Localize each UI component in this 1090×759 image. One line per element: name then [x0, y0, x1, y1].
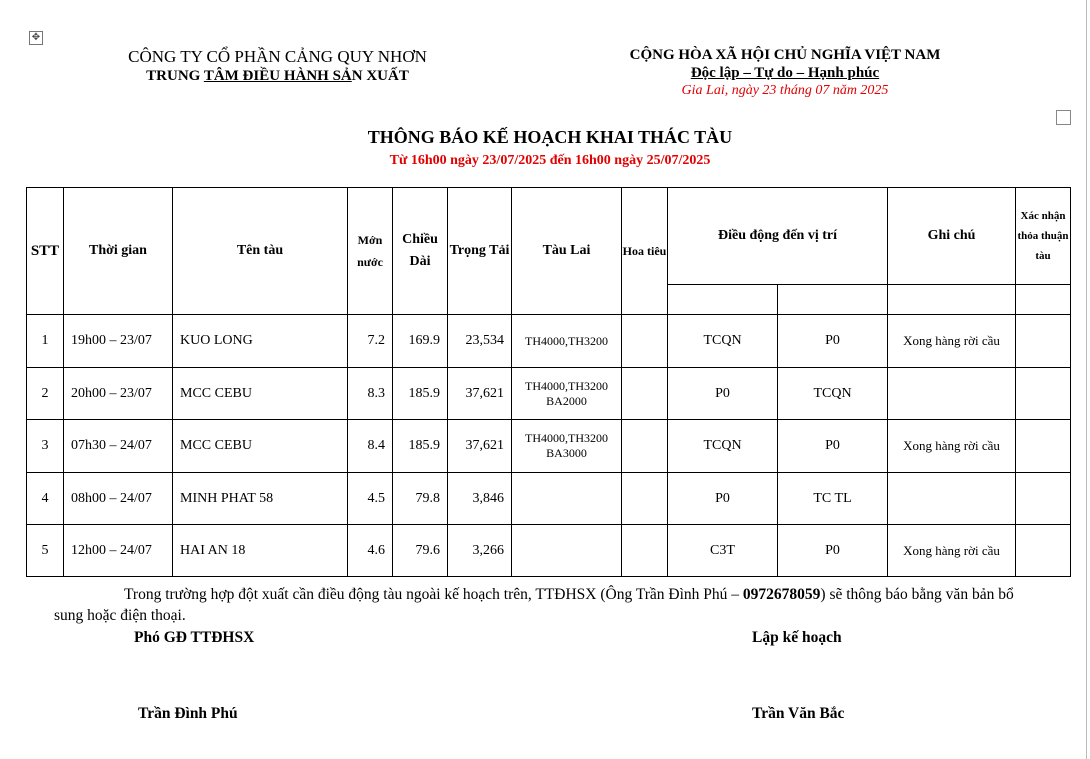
header-stt: STT [27, 188, 64, 315]
header-move: Điều động đến vị trí [668, 188, 888, 285]
left-signature-title: Phó GĐ TTĐHSX [134, 629, 255, 646]
subheader-to [778, 285, 888, 315]
document-title: THÔNG BÁO KẾ HOẠCH KHAI THÁC TÀU [367, 127, 733, 147]
national-header [600, 47, 970, 99]
national-motto: Độc lập – Tự do – Hạnh phúc [690, 65, 880, 81]
table-row: 2 20h00 – 23/07 MCC CEBU 8.3 185.9 37,621 TH4000,TH3200 BA2000 P0 TCQN [27, 368, 1071, 420]
header-tug: Tàu Lai [512, 188, 622, 315]
right-signature-name: Trần Văn Bắc [752, 705, 845, 722]
document-subtitle: Từ 16h00 ngày 23/07/2025 đến 16h00 ngày 25/07/2025 [389, 153, 711, 168]
header-confirm: Xác nhận thỏa thuận tàu [1016, 188, 1071, 285]
subheader-confirm [1016, 285, 1071, 315]
table-row: 3 07h30 – 24/07 MCC CEBU 8.4 185.9 37,621 TH4000,TH3200 BA3000 TCQN P0 Xong hàng rời cầu [27, 420, 1071, 473]
header-draft: Mớn nước [348, 188, 393, 315]
national-title: CỘNG HÒA XÃ HỘI CHỦ NGHĨA VIỆT NAM [629, 47, 941, 63]
company-header [80, 47, 475, 85]
page-edge [1086, 0, 1087, 759]
table-move-handle-icon[interactable]: ✥ [29, 31, 43, 45]
table-row: 1 19h00 – 23/07 KUO LONG 7.2 169.9 23,534 TH4000,TH3200 TCQN P0 Xong hàng rời cầu [27, 315, 1071, 368]
header-ship: Tên tàu [173, 188, 348, 315]
table-header-row [27, 188, 1071, 285]
subheader-from [668, 285, 778, 315]
contact-phone: 0972678059 [742, 586, 821, 603]
table-row: 5 12h00 – 24/07 HAI AN 18 4.6 79.6 3,266 C3T P0 Xong hàng rời cầu [27, 525, 1071, 577]
department-name: TRUNG TÂM ĐIỀU HÀNH SẢN XUẤT [146, 68, 409, 84]
header-tonnage: Trọng Tải [448, 188, 512, 315]
header-pilot: Hoa tiêu [622, 188, 668, 315]
header-time: Thời gian [64, 188, 173, 315]
table-row: 4 08h00 – 24/07 MINH PHAT 58 4.5 79.8 3,846 P0 TC TL [27, 473, 1071, 525]
ship-plan-table [26, 187, 1071, 577]
left-signature-name: Trần Đình Phú [138, 705, 238, 722]
right-signature-title: Lập kế hoạch [752, 629, 842, 646]
subheader-note [888, 285, 1016, 315]
checkbox[interactable] [1056, 110, 1071, 125]
header-note: Ghi chú [888, 188, 1016, 285]
notice-paragraph: Trong trường hợp đột xuất cần điều động tàu ngoài kế hoạch trên, TTĐHSX (Ông Trần Đình Phú – 0972678059) sẽ thông báo bằng văn bản bổ sung hoặc điện thoại. [54, 586, 1014, 624]
header-length: Chiều Dài [393, 188, 448, 315]
place-date: Gia Lai, ngày 23 tháng 07 năm 2025 [681, 83, 889, 98]
company-name: CÔNG TY CỔ PHẦN CẢNG QUY NHƠN [128, 47, 427, 66]
